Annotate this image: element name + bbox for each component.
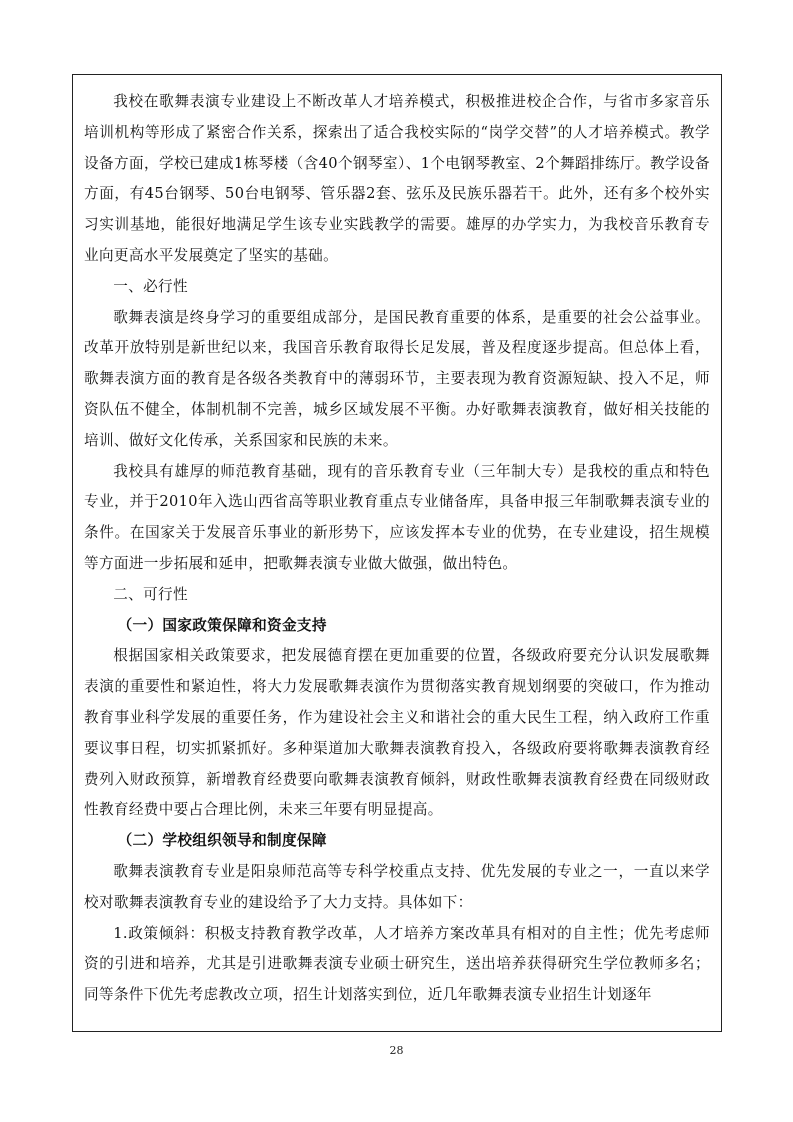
- document-body: [84, 87, 710, 1011]
- subheading-policy-support: （一）国家政策保障和资金支持: [117, 616, 327, 634]
- intro-paragraph: 我校在歌舞表演专业建设上不断改革人才培养模式，积极推进校企合作，与省市多家音乐培训机构等形成了紧密合作关系，探索出了适合我校实际的“岗学交替”的人才培养模式。教学设备方面，学校已建成1栋琴楼（含40个钢琴室）、1个电钢琴教室、2个舞蹈排练厅。教学设备方面，有45台钢琴、50台电钢琴、管乐器2套、弦乐及民族乐器若干。此外，还有多个校外实习实训基地，能很好地满足学生该专业实践教学的需要。雄厚的办学实力，为我校音乐教育专业向更高水平发展奠定了坚实的基础。: [84, 93, 710, 264]
- necessity-paragraph-2: 我校具有雄厚的师范教育基础，现有的音乐教育专业（三年制大专）是我校的重点和特色专业，并于2010年入选山西省高等职业教育重点专业储备库，具备申报三年制歌舞表演专业的条件。在国家关于发展音乐事业的新形势下，应该发挥本专业的优势，在专业建设，招生规模等方面进一步拓展和延申，把歌舞表演专业做大做强，做出特色。: [84, 462, 710, 572]
- school-paragraph: 歌舞表演教育专业是阳泉师范高等专科学校重点支持、优先发展的专业之一，一直以来学校对歌舞表演教育专业的建设给予了大力支持。具体如下：: [84, 862, 710, 911]
- subheading-school-guarantee: （二）学校组织领导和制度保障: [117, 832, 327, 850]
- section-heading-feasibility: 二、可行性: [113, 585, 188, 603]
- section-heading-necessity: 一、必行性: [113, 277, 188, 295]
- policy-tilt-paragraph: 1.政策倾斜：积极支持教育教学改革，人才培养方案改革具有相对的自主性；优先考虑师资的引进和培养，尤其是引进歌舞表演专业硕士研究生，送出培养获得研究生学位教师多名；同等条件下优先考虑教改立项，招生计划落实到位，近几年歌舞表演专业招生计划逐年: [84, 924, 710, 1004]
- document-frame: [72, 74, 722, 1032]
- necessity-paragraph-1: 歌舞表演是终身学习的重要组成部分，是国民教育重要的体系，是重要的社会公益事业。改革开放特别是新世纪以来，我国音乐教育取得长足发展，普及程度逐步提高。但总体上看，歌舞表演方面的教育是各级各类教育中的薄弱环节，主要表现为教育资源短缺、投入不足，师资队伍不健全，体制机制不完善，城乡区域发展不平衡。办好歌舞表演教育，做好相关技能的培训、做好文化传承，关系国家和民族的未来。: [84, 308, 710, 449]
- policy-paragraph: 根据国家相关政策要求，把发展德育摆在更加重要的位置，各级政府要充分认识发展歌舞表演的重要性和紧迫性，将大力发展歌舞表演作为贯彻落实教育规划纲要的突破口，作为推动教育事业科学发展的重要任务，作为建设社会主义和谐社会的重大民生工程，纳入政府工作重要议事日程，切实抓紧抓好。多种渠道加大歌舞表演教育投入，各级政府要将歌舞表演教育经费列入财政预算，新增教育经费要向歌舞表演教育倾斜，财政性歌舞表演教育经费在同级财政性教育经费中要占合理比例，未来三年要有明显提高。: [84, 647, 710, 819]
- page-number: 28: [389, 1044, 404, 1057]
